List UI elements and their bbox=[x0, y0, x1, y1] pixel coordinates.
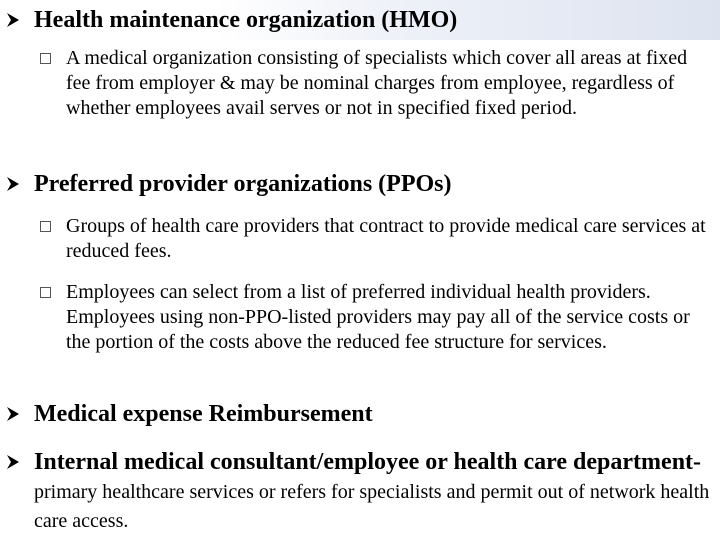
sub-bullet-text: Employees can select from a list of preferred individual health providers. Employees using non-PPO-listed providers may pay all of the service costs or the portion of the costs above the reduced fee structure for services. bbox=[66, 281, 690, 353]
bullet-reimbursement bbox=[0, 400, 710, 430]
sub-bullet-ppo-employees bbox=[40, 280, 710, 384]
bullet-description: primary healthcare services or refers for specialists and permit out of network health care access. bbox=[34, 481, 710, 532]
bullet-title: Medical expense Reimbursement bbox=[34, 401, 373, 427]
square-bullet-icon bbox=[40, 53, 51, 64]
bullet-title: Preferred provider organizations (PPOs) bbox=[34, 171, 452, 197]
bullet-title: Internal medical consultant/employee or health care department- bbox=[34, 449, 702, 475]
sub-bullet-ppo-groups bbox=[40, 214, 710, 266]
bullet-text bbox=[34, 448, 710, 535]
sub-bullet-hmo-description bbox=[40, 46, 710, 152]
bullet-title: Health maintenance organization (HMO) bbox=[34, 7, 458, 33]
bullet-ppo bbox=[0, 170, 710, 200]
arrow-bullet-icon bbox=[6, 170, 22, 198]
bullet-hmo bbox=[0, 6, 710, 36]
arrow-bullet-icon bbox=[6, 448, 22, 476]
arrow-bullet-icon bbox=[6, 400, 22, 428]
square-bullet-icon bbox=[40, 287, 51, 298]
sub-bullet-text: A medical organization consisting of specialists which cover all areas at fixed fee from employer & may be nominal charges from employee, regardless of whether employees avail serves or not in specified fixed period. bbox=[66, 47, 688, 119]
square-bullet-icon bbox=[40, 221, 51, 232]
bullet-internal-consultant bbox=[0, 448, 710, 536]
arrow-bullet-icon bbox=[6, 6, 22, 34]
sub-bullet-text: Groups of health care providers that contract to provide medical care services at reduced fees. bbox=[66, 215, 706, 262]
